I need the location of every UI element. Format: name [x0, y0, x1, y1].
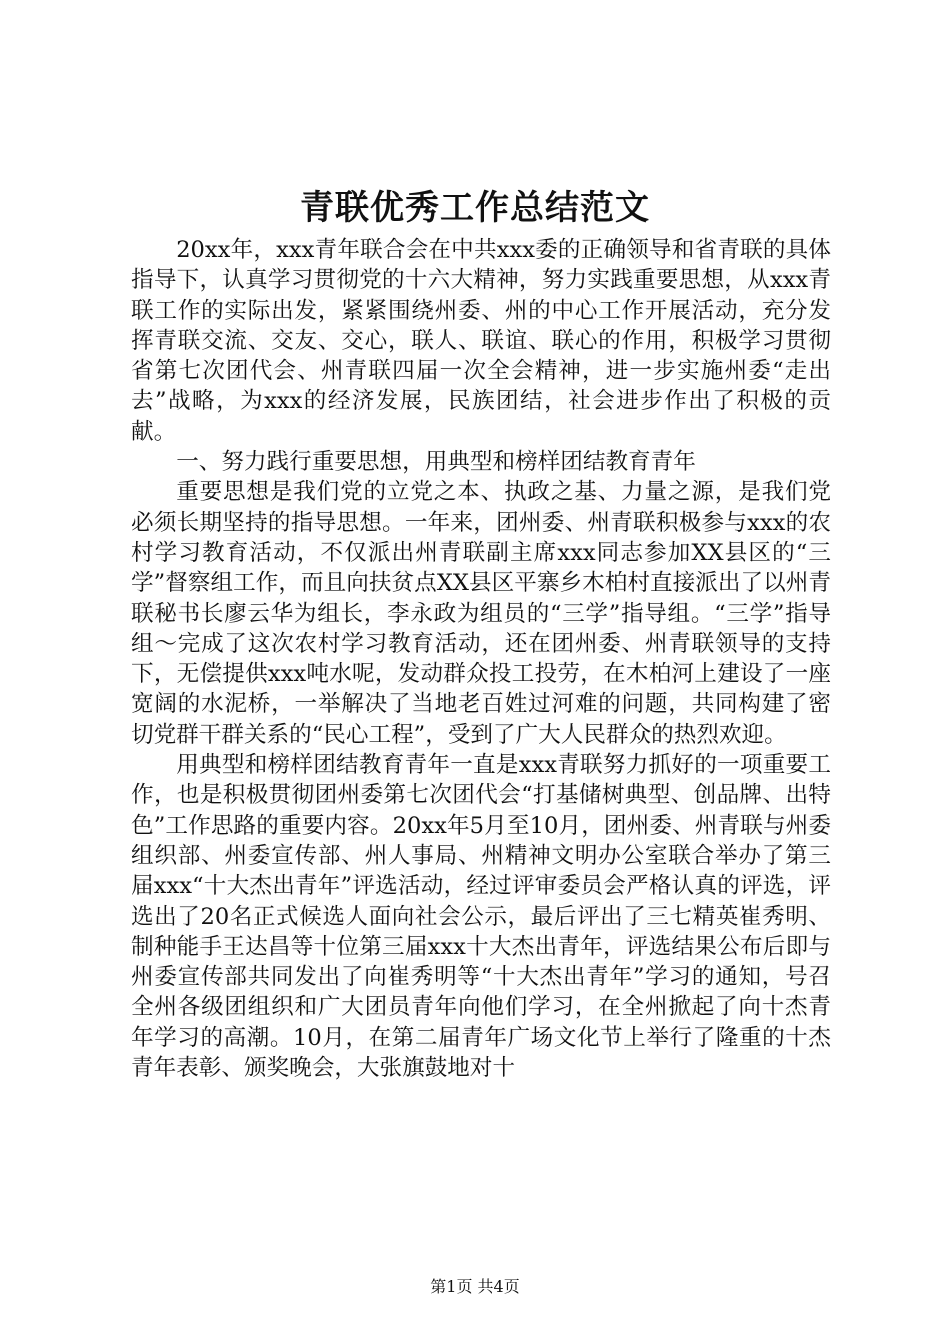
- document-title: 青联优秀工作总结范文: [300, 188, 650, 228]
- paragraph-ideology: 重要思想是我们党的立党之本、执政之基、力量之源，是我们党必须长期坚持的指导思想。一年来，团州委、州青联积极参与xxx的农村学习教育活动，不仅派出州青联副主席xxx同志参加XX县区的“三学”督察组工作，而且向扶贫点XX县区平寨乡木柏村直接派出了以州青联秘书长廖云华为组长，李永政为组员的“三学”指导组。“三学”指导组～完成了这次农村学习教育活动，还在团州委、州青联领导的支持下，无偿提供xxx吨水呢，发动群众投工投劳，在木柏河上建设了一座宽阔的水泥桥，一举解决了当地老百姓过河难的问题，共同构建了密切党群干群关系的“民心工程”，受到了广大人民群众的热烈欢迎。: [131, 479, 831, 748]
- paragraph-role-models: 用典型和榜样团结教育青年一直是xxx青联努力抓好的一项重要工作，也是积极贯彻团州委第七次团代会“打基储树典型、创品牌、出特色”工作思路的重要内容。20xx年5月至10月，团州委、州青联与州委组织部、州委宣传部、州人事局、州精神文明办公室联合举办了第三届xxx“十大杰出青年”评选活动，经过评审委员会严格认真的评选，评选出了20名正式候选人面向社会公示，最后评出了三七精英崔秀明、制种能手王达昌等十位第三届xxx十大杰出青年，评选结果公布后即与州委宣传部共同发出了向崔秀明等“十大杰出青年”学习的通知，号召全州各级团组织和广大团员青年向他们学习，在全州掀起了向十杰青年学习的高潮。10月，在第二届青年广场文化节上举行了隆重的十杰青年表彰、颁奖晚会，大张旗鼓地对十: [131, 752, 831, 1082]
- document-body: [131, 235, 831, 1083]
- page-number-footer: 第1页 共4页: [430, 1277, 520, 1296]
- paragraph-intro: 20xx年，xxx青年联合会在中共xxx委的正确领导和省青联的具体指导下，认真学习贯彻党的十六大精神，努力实践重要思想，从xxx青联工作的实际出发，紧紧围绕州委、州的中心工作开展活动，充分发挥青联交流、交友、交心，联人、联谊、联心的作用，积极学习贯彻省第七次团代会、州青联四届一次全会精神，进一步实施州委“走出去”战略，为xxx的经济发展，民族团结，社会进步作出了积极的贡献。: [131, 237, 831, 445]
- section-heading-1: 一、努力践行重要思想，用典型和榜样团结教育青年: [176, 449, 696, 476]
